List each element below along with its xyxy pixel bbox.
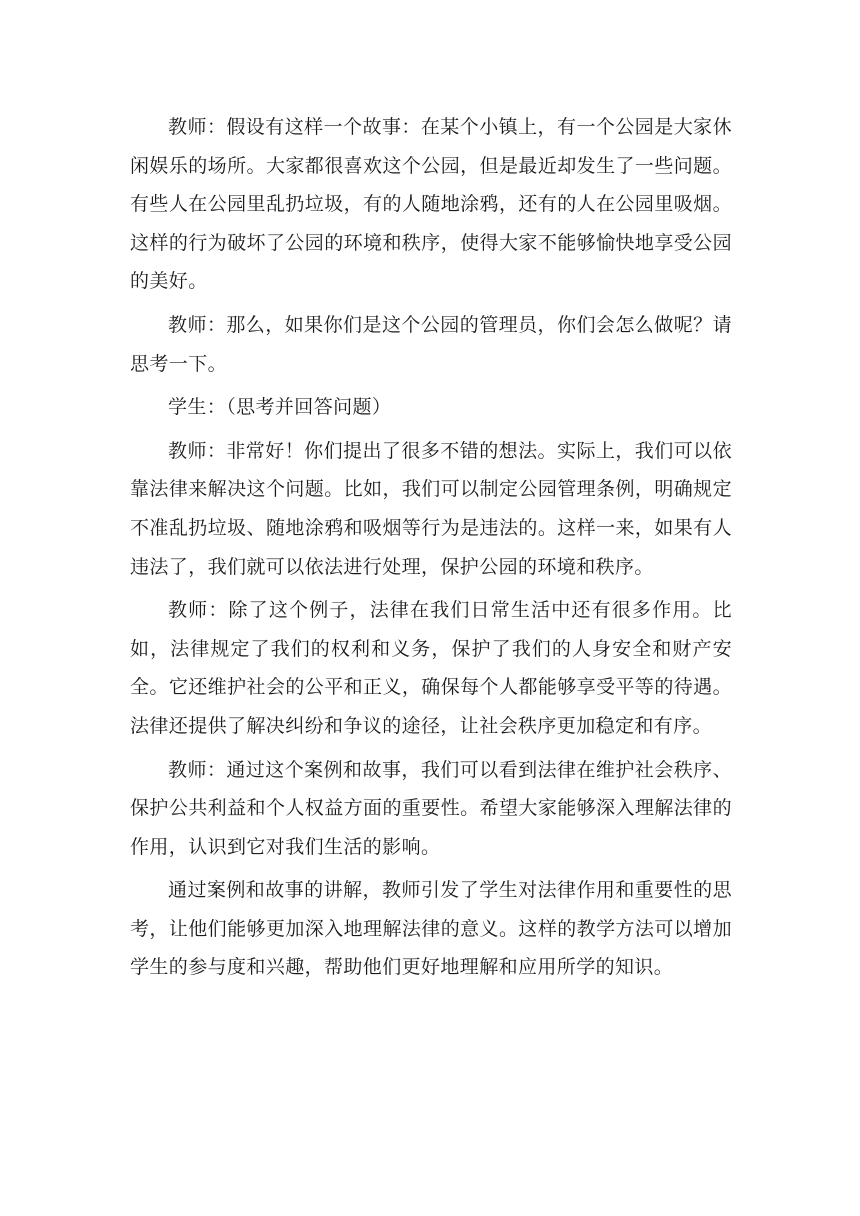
paragraph-teacher-law-roles: 教师：除了这个例子，法律在我们日常生活中还有很多作用。比如，法律规定了我们的权利和义务，保护了我们的人身安全和财产安全。它还维护社会的公平和正义，确保每个人都能够享受平等的待遇。法律还提供了解决纠纷和争议的途径，让社会秩序更加稳定和有序。 [130,599,732,737]
paragraph-teacher-summary: 教师：通过这个案例和故事，我们可以看到法律在维护社会秩序、保护公共利益和个人权益方面的重要性。希望大家能够深入理解法律的作用，认识到它对我们生活的影响。 [130,758,732,858]
paragraph-story: 教师：假设有这样一个故事：在某个小镇上，有一个公园是大家休闲娱乐的场所。大家都很喜欢这个公园，但是最近却发生了一些问题。有些人在公园里乱扔垃圾，有的人随地涂鸦，还有的人在公园里吸烟。这样的行为破坏了公园的环境和秩序，使得大家不能够愉快地享受公园的美好。 [130,116,732,293]
paragraph-conclusion: 通过案例和故事的讲解，教师引发了学生对法律作用和重要性的思考，让他们能够更加深入地理解法律的意义。这样的教学方法可以增加学生的参与度和兴趣，帮助他们更好地理解和应用所学的知识。 [130,879,732,979]
paragraph-teacher-question: 教师：那么，如果你们是这个公园的管理员，你们会怎么做呢？请思考一下。 [130,313,732,375]
paragraph-student-response: 学生：（思考并回答问题） [168,396,392,419]
paragraph-teacher-law-solution: 教师：非常好！你们提出了很多不错的想法。实际上，我们可以依靠法律来解决这个问题。比如，我们可以制定公园管理条例，明确规定不准乱扔垃圾、随地涂鸦和吸烟等行为是违法的。这样一来，如果有人违法了，我们就可以依法进行处理，保护公园的环境和秩序。 [130,439,732,578]
document-body [130,108,732,992]
